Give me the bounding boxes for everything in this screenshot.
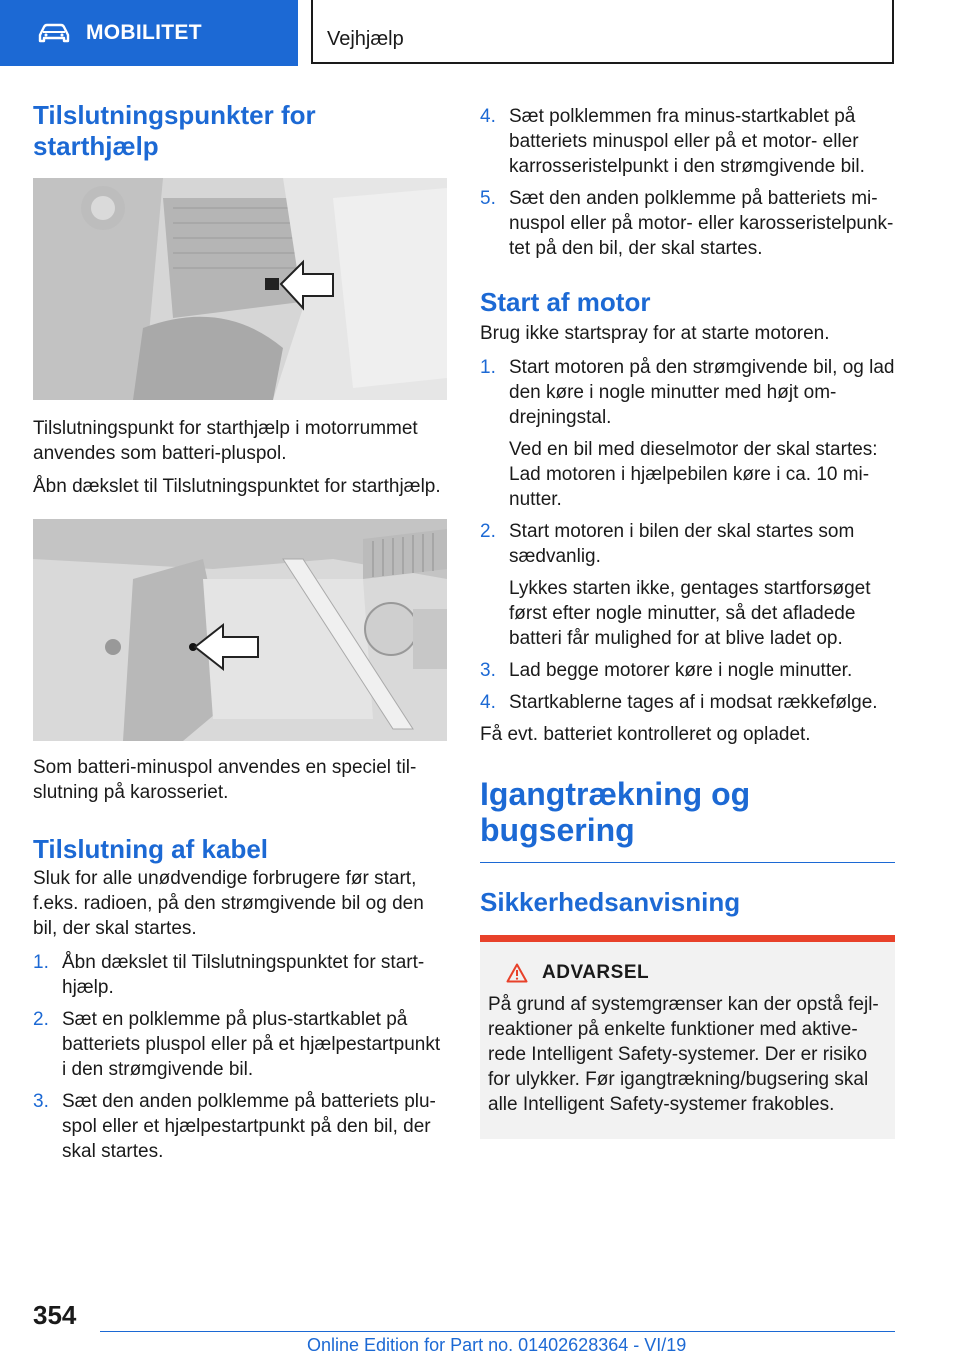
minus-pole-desc: Som batteri-minuspol anvendes en speciel til-slutning på karosseriet. [33, 757, 417, 803]
list-item: 1. Start motoren på den strømgivende bil, og lad den køre i nogle minutter med højt om-drejningstal. Ved en bil med dieselmotor der skal startes: Lad motoren i hjælpebilen køre i ca. 10 mi-nutter. [480, 357, 895, 510]
list-item: 3. Sæt den anden polklemme på batteriets plu-spol eller et hjælpestartpunkt på den bil, der skal startes. [33, 1091, 436, 1162]
list-item: 1. Åbn dækslet til Tilslutningspunktet for start-hjælp. [33, 952, 425, 998]
start-steps [480, 355, 895, 715]
chapter-label: Vejhjælp [327, 28, 404, 50]
list-item: 3. Lad begge motorer køre i nogle minutter. [480, 660, 853, 681]
section-tab [0, 0, 298, 66]
divider [480, 862, 895, 863]
left-column [33, 100, 447, 1164]
start-engine-intro: Brug ikke startspray for at starte motoren. [480, 323, 830, 344]
list-item: 5. Sæt den anden polklemme på batteriets mi-nuspol eller på motor- eller karosseristelpunk-tet på den bil, der skal startes. [480, 188, 894, 259]
jump-point-desc: Tilslutningspunkt for starthjælp i motorrummet anvendes som batteri-pluspol. [33, 418, 418, 464]
battery-check-text: Få evt. batteriet kontrolleret og opladet. [480, 724, 811, 745]
car-icon [36, 21, 72, 45]
connect-cable-intro: Sluk for alle unødvendige forbrugere før start, f.eks. radioen, på den strømgivende bil og den bil, der skal startes. [33, 868, 424, 939]
warning-title: ADVARSEL [506, 962, 887, 984]
list-item: 4. Sæt polklemmen fra minus-startkablet på batteriets minuspol eller på et motor- eller karrosseristelpunkt i den strømgivende bil. [480, 106, 865, 177]
right-column [480, 104, 895, 1139]
connect-steps [33, 950, 447, 1164]
warning-box [480, 935, 895, 1139]
footer-divider [100, 1331, 895, 1332]
list-item: 2. Start motoren i bilen der skal startes som sædvanlig. Lykkes starten ikke, gentages startforsøget først efter nogle minutter, så det afladede batteri får mulighed for at blive ladet op. [480, 521, 871, 649]
heading-start-engine: Start af motor [480, 287, 651, 317]
chapter-tab [311, 0, 894, 64]
warning-text: På grund af systemgrænser kan der opstå fejl-reaktioner på enkelte funktioner med aktive-rede Intelligent Safety-systemer. Der er risiko for ulykker. Før igangtrækning/bugsering skal alle Intelligent Safety-systemer frakobles. [488, 994, 879, 1115]
warning-triangle-icon [506, 963, 528, 983]
open-cover-text: Åbn dækslet til Tilslutningspunktet for starthjælp. [33, 476, 441, 497]
heading-connect-cable: Tilslutning af kabel [33, 834, 269, 864]
heading-safety: Sikkerhedsanvisning [480, 887, 741, 917]
list-item: 4. Startkablerne tages af i modsat rækkefølge. [480, 692, 878, 713]
page-number: 354 [33, 1300, 77, 1330]
heading-jump-points: Tilslutningspunkter for starthjælp [33, 100, 316, 161]
edition-text: Online Edition for Part no. 01402628364 - VI/19 [307, 1335, 687, 1355]
engine-bay-photo-2 [33, 519, 447, 741]
connect-steps-continued [480, 104, 895, 261]
engine-bay-photo-1 [33, 178, 447, 400]
list-item: 2. Sæt en polklemme på plus-startkablet på batteriets pluspol eller på et hjælpestartpunkt i den strømgivende bil. [33, 1009, 441, 1080]
heading-towing: Igangtrækning og bugsering [480, 776, 751, 848]
section-label: MOBILITET [86, 21, 202, 44]
